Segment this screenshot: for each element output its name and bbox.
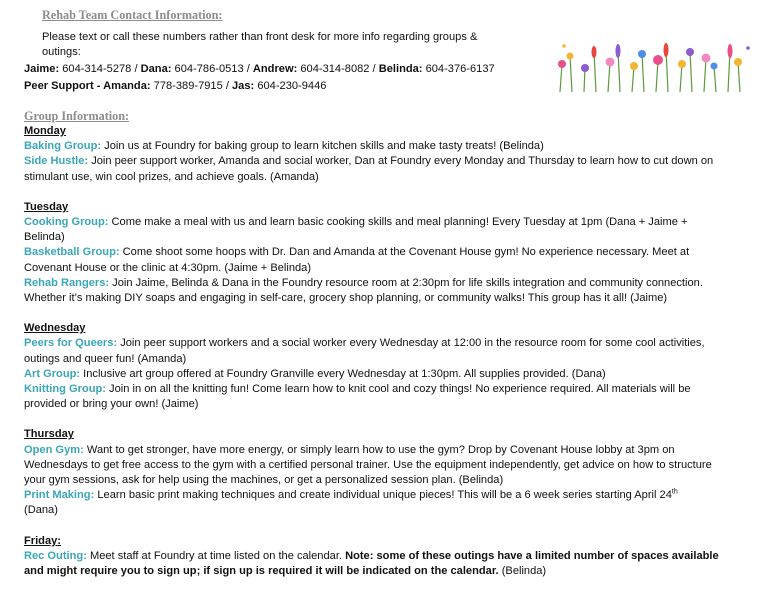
schedule	[24, 124, 730, 579]
group-entry	[24, 549, 730, 579]
group-entry	[24, 154, 730, 184]
group-desc: Learn basic print making techniques and create individual unique pieces! This will be a 6 week series starting April 24	[97, 489, 672, 502]
group-name: Peers for Queers:	[24, 337, 118, 350]
day-wednesday: Wednesday	[24, 322, 86, 335]
staff-contacts: Jaime: 604-314-5278 / Dana: 604-786-0513 / Andrew: 604-314-8082 / Belinda: 604-376-6137	[24, 63, 495, 75]
group-name: Side Hustle:	[24, 155, 89, 168]
group-desc: Join peer support workers and a social worker every Wednesday at 12:00 in the resource room for some cool activities, outings and queer fun! (Amanda)	[24, 337, 705, 365]
peer-contacts: Peer Support - Amanda: 778-389-7915 / Jas: 604-230-9446	[24, 80, 327, 92]
group-entry	[24, 139, 730, 154]
staff-phone: 604-376-6137	[425, 63, 495, 75]
group-entry	[24, 443, 730, 489]
group-desc: Come shoot some hoops with Dr. Dan and Amanda at the Covenant House gym! No experience necessary. Meet at Covenant House or the clinic at 4:30pm. (Jaime + Belinda)	[24, 246, 690, 274]
group-entry	[24, 245, 730, 275]
day-friday: Friday:	[24, 534, 61, 547]
group-desc: Join peer support worker, Amanda and social worker, Dan at Foundry every Monday and Thursday to learn how to cut down on stimulant use, win cool prizes, and achieve goals. (Amanda)	[24, 155, 714, 183]
group-desc: Want to get stronger, have more energy, or simply learn how to use the gym? Drop by Covenant House lobby at 3pm on Wednesdays to get free access to the gym with a certified personal trainer. Use the equipment independently, get advice on how to structure your gym sessions, ask for help using the machines, or get a personalized session plan. (Belinda)	[24, 443, 712, 487]
group-desc: Inclusive art group offered at Foundry Granville every Wednesday at 1:30pm. All supplies provided. (Dana)	[83, 367, 606, 380]
day-thursday: Thursday	[24, 428, 74, 441]
group-tail: (Belinda)	[501, 565, 547, 578]
group-name: Knitting Group:	[24, 383, 106, 396]
peer-phone: 778-389-7915	[153, 80, 223, 92]
staff-name: Andrew	[252, 63, 294, 75]
group-desc: Come make a meal with us and learn basic cooking skills and meal planning! Every Tuesday at 1pm (Dana + Jaime + Belinda)	[24, 216, 688, 244]
group-name: Basketball Group:	[24, 246, 120, 259]
contact-title: Rehab Team Contact Information:	[42, 8, 223, 22]
group-name: Baking Group:	[24, 140, 102, 153]
group-name: Cooking Group:	[24, 216, 109, 229]
day-tuesday: Tuesday	[24, 200, 69, 213]
group-desc: Join Jaime, Belinda & Dana in the Foundry resource room at 2:30pm for life skills integration and community connection. Whether it’s making DIY soaps and engaging in self-care, grocery shop planning, or community walks! This group has it all! (Jaime)	[24, 276, 703, 305]
group-name: Rehab Rangers:	[24, 276, 110, 289]
group-entry	[24, 215, 730, 245]
group-note: Note: some of these outings have a limited number of spaces available and might require you to sign up; if sign up is required it will be indicated on the calendar.	[24, 549, 719, 578]
staff-phone: 604-786-0513	[174, 63, 244, 75]
group-desc: Join us at Foundry for baking group to learn kitchen skills and make tasty treats! (Belinda)	[104, 140, 544, 153]
jas-name: Jas:	[232, 80, 255, 92]
staff-phone: 604-314-8082	[300, 63, 370, 75]
group-entry	[24, 336, 730, 366]
group-tail: (Dana)	[24, 504, 58, 517]
staff-name: Dana	[140, 63, 168, 75]
staff-name: Jaime	[24, 63, 56, 75]
staff-name: Belinda	[378, 63, 419, 75]
group-entry	[24, 276, 730, 306]
superscript: th	[671, 488, 678, 496]
group-title: Group Information:	[24, 109, 130, 123]
contact-intro: Please text or call these numbers rather than front desk for more info regarding groups & outings:	[42, 31, 478, 59]
staff-phone: 604-314-5278	[62, 63, 132, 75]
group-name: Rec Outing:	[24, 549, 87, 562]
group-entry	[24, 488, 730, 518]
group-desc: Meet staff at Foundry at time listed on the calendar.	[89, 549, 342, 562]
group-name: Print Making:	[24, 489, 95, 502]
group-entry	[24, 367, 730, 382]
peer-label: Peer Support - Amanda:	[24, 80, 151, 92]
group-entry	[24, 382, 730, 412]
day-monday: Monday	[24, 125, 66, 137]
jas-phone: 604-230-9446	[257, 80, 327, 92]
group-desc: Join in on all the knitting fun! Come learn how to knit cool and cozy things! No experience required. All materials will be provided or bring your own! (Jaime)	[24, 383, 691, 411]
flowers-icon	[552, 42, 752, 92]
group-name: Art Group:	[24, 367, 81, 380]
group-name: Open Gym:	[24, 443, 84, 456]
